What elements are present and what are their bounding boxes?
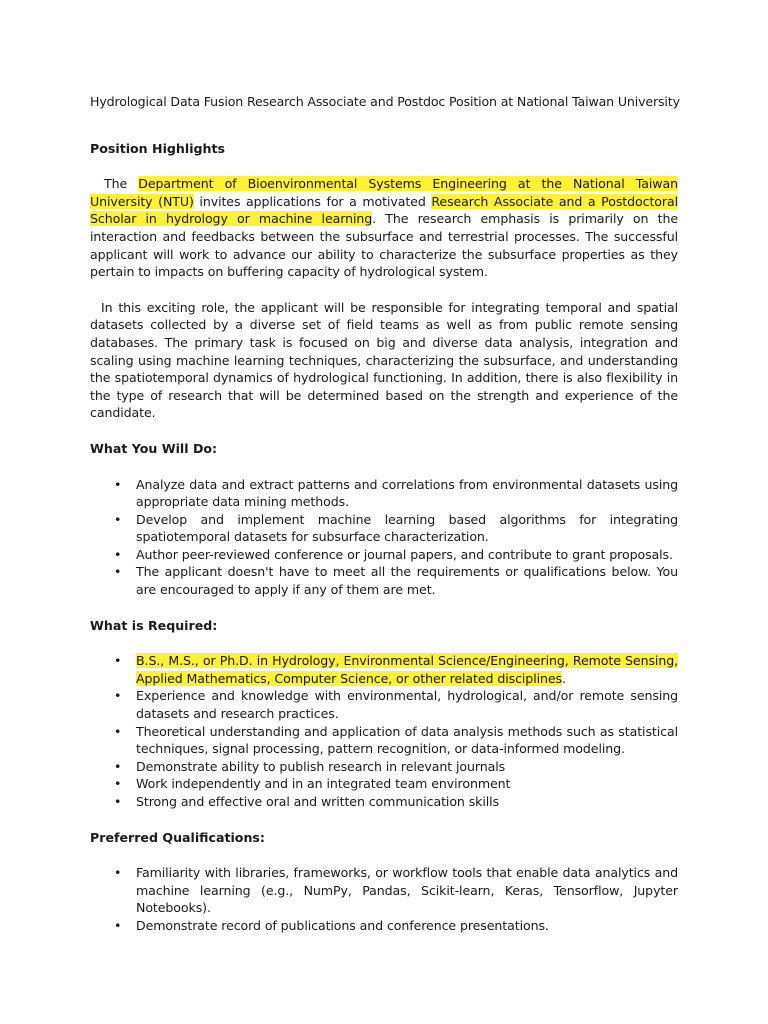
required-list — [90, 652, 678, 810]
intro-text-3: . The research emphasis is primarily on the interaction and feedbacks between the subsurface and terrestrial processes. The successful applicant will work to advance our ability to characterize the subsurface properties as they pertain to impacts on buffering capacity of hydrological system. — [90, 211, 678, 280]
bullet-icon: • — [114, 794, 122, 809]
intro-text-1: The — [104, 176, 139, 192]
role-paragraph: In this exciting role, the applicant will be responsible for integrating temporal and spatial datasets collected by a diverse set of field teams as well as from public remote sensing databases. The primary task is focused on big and diverse data analysis, integration and scaling using machine learning techniques, characterizing the subsurface, and understanding the spatiotemporal dynamics of hydrological functioning. In addition, there is also flexibility in the type of research that will be determined based on the strength and experience of the candidate. — [90, 299, 678, 421]
highlighted-degree-requirement: B.S., M.S., or Ph.D. in Hydrology, Environmental Science/Engineering, Remote Sensing, Applied Mathematics, Computer Science, or other related disciplines — [136, 653, 678, 686]
bullet-icon: • — [114, 758, 122, 774]
will-do-list — [90, 476, 678, 599]
position-highlights-heading: Position Highlights — [90, 140, 226, 156]
list-item: • Experience and knowledge with environmental, hydrological, and/or remote sensing datasets and research practices. — [114, 688, 678, 722]
bullet-icon: • — [114, 723, 122, 739]
list-item: • Strong and effective oral and written communication skills — [114, 794, 500, 809]
list-item: • Demonstrate ability to publish research in relevant journals — [114, 758, 506, 774]
list-item: • Author peer-reviewed conference or journal papers, and contribute to grant proposals. — [114, 546, 673, 562]
bullet-icon: • — [114, 653, 122, 669]
document-page — [90, 93, 678, 953]
bullet-icon: • — [114, 476, 122, 492]
list-item: • Demonstrate record of publications and conference presentations. — [114, 917, 549, 933]
preferred-list — [90, 864, 678, 934]
highlighted-position: Research Associate and a Postdoctoral Scholar in hydrology or machine learning — [90, 193, 678, 227]
bullet-icon: • — [114, 511, 122, 527]
list-item: • B.S., M.S., or Ph.D. in Hydrology, Environmental Science/Engineering, Remote Sensing, Applied Mathematics, Computer Science, or other related disciplines. — [114, 653, 678, 686]
document-title: Hydrological Data Fusion Research Associate and Postdoc Position at National Taiwan University — [90, 94, 680, 109]
list-item: • Develop and implement machine learning based algorithms for integrating spatiotemporal datasets for subsurface characterization. — [114, 511, 678, 545]
list-item: • Analyze data and extract patterns and correlations from environmental datasets using appropriate data mining methods. — [114, 476, 678, 510]
intro-paragraph — [90, 175, 678, 281]
bullet-icon: • — [114, 917, 122, 933]
preferred-qualifications-heading: Preferred Qualifications: — [90, 829, 265, 845]
bullet-icon: • — [114, 776, 122, 792]
what-you-will-do-heading: What You Will Do: — [90, 440, 218, 456]
list-item: • Familiarity with libraries, frameworks, or workflow tools that enable data analytics and machine learning (e.g., NumPy, Pandas, Scikit-learn, Keras, Tensorflow, Jupyter Notebooks). — [114, 865, 678, 916]
bullet-icon: • — [114, 564, 122, 580]
highlighted-department: Department of Bioenvironmental Systems Engineering at the National Taiwan University (NTU) — [90, 176, 678, 209]
bullet-icon: • — [114, 865, 122, 881]
bullet-icon: • — [114, 688, 122, 704]
what-is-required-heading: What is Required: — [90, 617, 218, 633]
list-item: • Work independently and in an integrated team environment — [114, 776, 511, 792]
list-item: • Theoretical understanding and application of data analysis methods such as statistical techniques, signal processing, pattern recognition, or data-informed modeling. — [114, 723, 678, 757]
bullet-icon: • — [114, 546, 122, 562]
list-item: • The applicant doesn't have to meet all the requirements or qualifications below. You are encouraged to apply if any of them are met. — [114, 564, 678, 598]
intro-text-2: invites applications for a motivated — [193, 193, 432, 209]
